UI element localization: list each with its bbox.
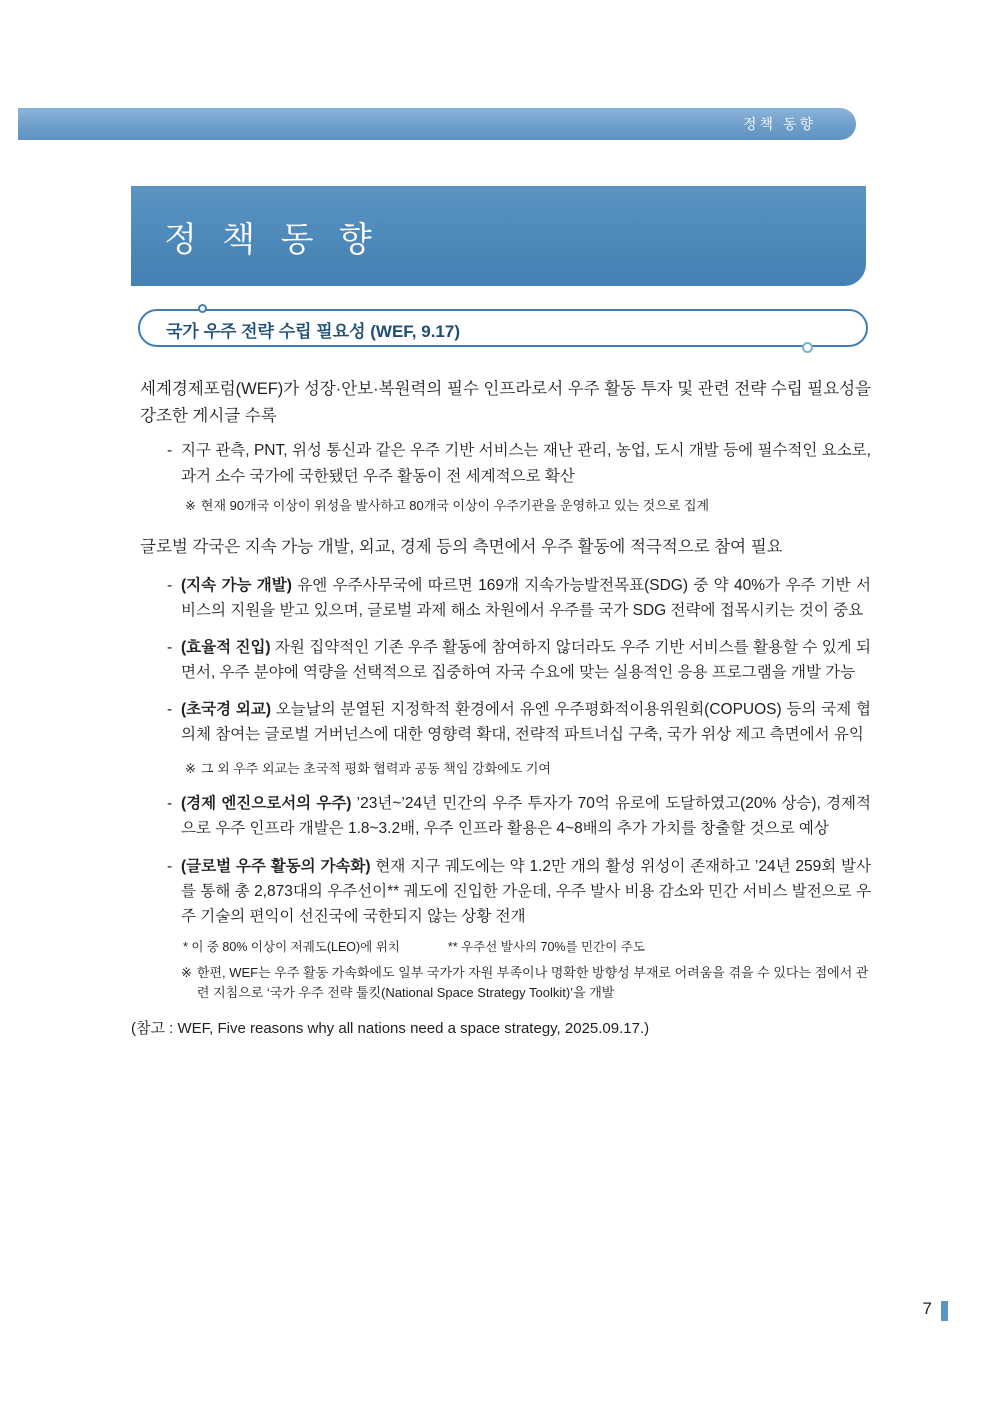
- list-item-lead-label: (지속 가능 개발): [181, 576, 292, 594]
- footnote-left: * 이 중 80% 이상이 저궤도(LEO)에 위치: [183, 939, 400, 954]
- decorative-dot-top-icon: [198, 304, 207, 313]
- list-item-lead-label: (효율적 진입): [181, 638, 271, 656]
- section-heading: [138, 309, 868, 347]
- note-text: 한편, WEF는 우주 활동 가속화에도 일부 국가가 자원 부족이나 명확한 방향성 부재로 어려움을 겪을 수 있다는 점에서 관련 지침으로 ‘국가 우주 전략 툴킷(National Space Strategy Toolkit)’을 개발: [196, 964, 869, 1000]
- page-marker-icon: [941, 1301, 948, 1321]
- dash-bullet-icon: -: [167, 857, 173, 875]
- note-item: [131, 963, 871, 1003]
- list-item: [131, 791, 871, 841]
- footnote-row: [131, 937, 871, 955]
- reference-line: (참고 : WEF, Five reasons why all nations need a space strategy, 2025.09.17.): [131, 1020, 650, 1038]
- list-item: [131, 854, 871, 929]
- running-header-title: 정책 동향: [743, 116, 816, 132]
- note-text: 그 외 우주 외교는 초국적 평화 협력과 공동 책임 강화에도 기여: [200, 761, 551, 777]
- list-item-text: [181, 573, 871, 623]
- page-number: 7: [922, 1299, 932, 1318]
- list-item: [131, 635, 871, 685]
- decorative-dot-right-icon: [802, 342, 813, 353]
- chapter-title: 정 책 동 향: [164, 220, 380, 259]
- list-item-body-text: ’23년~’24년 민간의 우주 투자가 70억 유로에 도달하였고(20% 상승), 경제적으로 우주 인프라 개발은 1.8~3.2배, 우주 인프라 활용은 4~8배의 추가 가치를 창출할 것으로 예상: [181, 795, 871, 838]
- list-item: [131, 697, 871, 747]
- list-item: [131, 534, 871, 561]
- list-item-text: 지구 관측, PNT, 위성 통신과 같은 우주 기반 서비스는 재난 관리, 농업, 도시 개발 등에 필수적인 요소로, 과거 소수 국가에 국한됐던 우주 활동이 전 세계적으로 확산: [181, 442, 871, 485]
- note-mark-icon: ※: [181, 964, 192, 980]
- list-item-text: 세계경제포럼(WEF)가 성장·안보·복원력의 필수 인프라로서 우주 활동 투자 및 관련 전략 수립 필요성을 강조한 게시글 수록: [140, 380, 871, 425]
- list-item-lead-label: (글로벌 우주 활동의 가속화): [181, 857, 371, 875]
- dash-bullet-icon: -: [167, 576, 173, 594]
- list-item-body-text: 자원 집약적인 기존 우주 활동에 참여하지 않더라도 우주 기반 서비스를 활용할 수 있게 되면서, 우주 분야에 역량을 선택적으로 집중하여 자국 수요에 맞는 실용적인 응용 프로그램을 개발 가능: [181, 638, 871, 681]
- list-item-body-text: 현재 지구 궤도에는 약 1.2만 개의 활성 위성이 존재하고 ’24년 259회 발사를 통해 총 2,873대의 우주선이** 궤도에 진입한 가운데, 우주 발사 비용 감소와 민간 서비스 발전으로 우주 기술의 편익이 선진국에 국한되지 않는 상황 전개: [181, 857, 871, 925]
- section-title: 국가 우주 전략 수립 필요성 (WEF, 9.17): [160, 317, 466, 342]
- running-header-bar: [18, 108, 856, 140]
- note-item: [131, 759, 871, 779]
- list-item: [131, 438, 871, 488]
- dash-bullet-icon: -: [167, 795, 173, 813]
- list-item-body-text: 오늘날의 분열된 지정학적 환경에서 유엔 우주평화적이용위원회(COPUOS) 등의 국제 협의체 참여는 글로벌 거버넌스에 대한 영향력 확대, 전략적 파트너십 구축, 국가 위상 제고 측면에서 유익: [181, 700, 871, 744]
- list-item: [131, 573, 871, 623]
- list-item-text: [181, 635, 871, 685]
- list-item: [131, 376, 871, 429]
- dash-bullet-icon: -: [167, 638, 173, 656]
- note-mark-icon: ※: [185, 497, 196, 513]
- list-item-lead-label: (경제 엔진으로서의 우주): [181, 795, 352, 813]
- list-item-text: [181, 791, 871, 841]
- list-item-text: [181, 854, 871, 929]
- note-text: 현재 90개국 이상이 위성을 발사하고 80개국 이상이 우주기관을 운영하고 있는 것으로 집계: [200, 497, 710, 513]
- dash-bullet-icon: -: [167, 442, 173, 460]
- dash-bullet-icon: -: [167, 700, 173, 718]
- note-mark-icon: ※: [185, 761, 196, 777]
- document-body: [131, 366, 871, 1038]
- footnote-right: ** 우주선 발사의 70%를 민간이 주도: [447, 939, 645, 954]
- note-item: [131, 496, 871, 516]
- list-item-text: 글로벌 각국은 지속 가능 개발, 외교, 경제 등의 측면에서 우주 활동에 적극적으로 참여 필요: [140, 537, 783, 556]
- list-item-lead-label: (초국경 외교): [181, 700, 272, 718]
- list-item-text: [181, 697, 871, 747]
- chapter-title-block: [131, 186, 866, 286]
- list-item-body-text: 유엔 우주사무국에 따르면 169개 지속가능발전목표(SDG) 중 약 40%가 우주 기반 서비스의 지원을 받고 있으며, 글로벌 과제 해소 차원에서 우주를 국가 SDG 전략에 접목시키는 것이 중요: [181, 576, 871, 619]
